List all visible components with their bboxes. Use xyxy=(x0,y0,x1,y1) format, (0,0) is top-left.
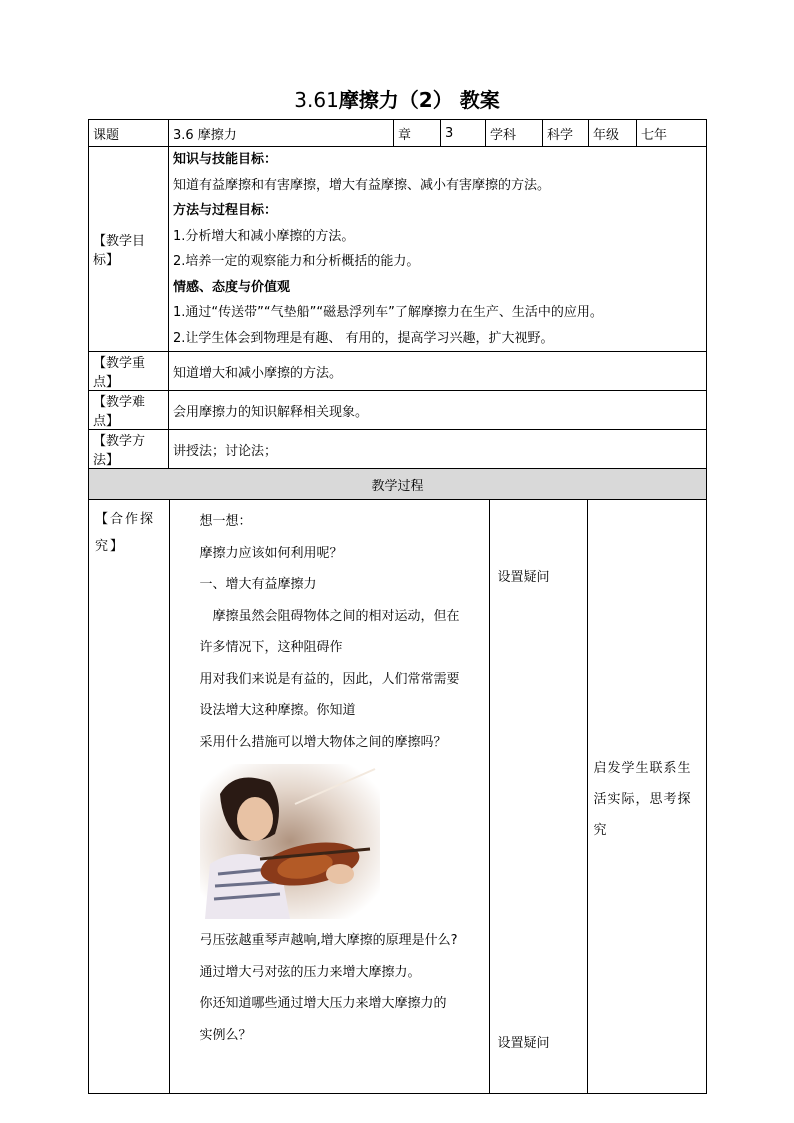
process-content xyxy=(169,500,489,1093)
method-row xyxy=(89,430,707,469)
chapter-label: 章 xyxy=(394,120,441,147)
process-cell xyxy=(89,500,707,1094)
header-row xyxy=(89,120,707,147)
method-value: 讲授法；讨论法； xyxy=(169,430,707,469)
process-line: 摩擦虽然会阻碍物体之间的相对运动，但在 xyxy=(199,608,460,624)
process-row xyxy=(89,500,707,1094)
objective-line: 情感、态度与价值观 xyxy=(173,279,291,295)
objectives-row xyxy=(89,147,707,352)
title-text: 摩擦力（2） 教案 xyxy=(338,88,500,112)
objective-line: 知识与技能目标： xyxy=(173,152,278,167)
grade-label: 年级 xyxy=(589,120,637,147)
note-set-question-1: 设置疑问 xyxy=(497,570,550,585)
violin-illustration xyxy=(200,764,380,919)
key-point-value: 知道增大和减小摩擦的方法。 xyxy=(169,352,707,391)
violin-player-photo xyxy=(200,764,380,919)
note-inspire: 启发学生联系生活实际，思考探究 xyxy=(593,761,692,838)
note-set-question-2: 设置疑问 xyxy=(497,1036,550,1051)
process-notes-column xyxy=(489,500,587,1093)
process-line: 用对我们来说是有益的，因此，人们常常需要 xyxy=(199,671,460,687)
difficulty-row xyxy=(89,391,707,430)
difficulty-label: 【教学难点】 xyxy=(89,391,169,430)
lesson-plan-table xyxy=(88,119,707,1094)
objectives-content xyxy=(169,147,707,352)
subject-label: 课题 xyxy=(89,120,169,147)
objective-line: 方法与过程目标： xyxy=(173,203,278,218)
grade-value: 七年 xyxy=(637,120,707,147)
process-intent-column xyxy=(587,500,707,1093)
discipline-value: 科学 xyxy=(543,120,589,147)
process-line: 一、增大有益摩擦力 xyxy=(199,577,317,592)
process-left-label: 【合作探究】 xyxy=(89,500,169,1093)
process-line: 你还知道哪些通过增大压力来增大摩擦力的 xyxy=(199,996,447,1011)
process-line: 弓压弦越重琴声越响,增大摩擦的原理是什么? xyxy=(199,933,458,948)
objective-line: 1.分析增大和减小摩擦的方法。 xyxy=(173,228,355,244)
process-line: 通过增大弓对弦的压力来增大摩擦力。 xyxy=(199,964,421,980)
process-text-after xyxy=(200,925,481,1051)
title-number: 3.61 xyxy=(294,88,339,112)
process-line: 许多情况下，这种阻碍作 xyxy=(199,640,343,655)
page-title xyxy=(0,84,794,113)
process-inner-table xyxy=(89,500,707,1093)
difficulty-value: 会用摩擦力的知识解释相关现象。 xyxy=(169,391,707,430)
process-header: 教学过程 xyxy=(89,469,707,500)
process-line: 采用什么措施可以增大物体之间的摩擦吗？ xyxy=(199,734,447,750)
process-line: 摩擦力应该如何利用呢？ xyxy=(199,545,343,561)
objective-line: 2.培养一定的观察能力和分析概括的能力。 xyxy=(173,254,420,269)
key-point-label: 【教学重点】 xyxy=(89,352,169,391)
method-label: 【教学方法】 xyxy=(89,430,169,469)
process-text-before xyxy=(200,506,481,758)
process-line: 设法增大这种摩擦。你知道 xyxy=(199,703,356,718)
objective-line: 2.让学生体会到物理是有趣、 有用的，提高学习兴趣，扩大视野。 xyxy=(173,330,554,346)
subject-value: 3.6 摩擦力 xyxy=(169,120,394,147)
discipline-label: 学科 xyxy=(486,120,543,147)
process-header-row xyxy=(89,469,707,500)
objectives-label: 【教学目标】 xyxy=(89,147,169,352)
process-line: 实例么？ xyxy=(199,1027,252,1043)
chapter-value: 3 xyxy=(441,120,486,147)
objective-line: 1.通过“传送带”“气垫船”“磁悬浮列车”了解摩擦力在生产、生活中的应用。 xyxy=(173,305,603,320)
objective-line: 知道有益摩擦和有害摩擦，增大有益摩擦、减小有害摩擦的方法。 xyxy=(173,177,551,193)
process-line: 想一想： xyxy=(199,514,252,529)
key-point-row xyxy=(89,352,707,391)
